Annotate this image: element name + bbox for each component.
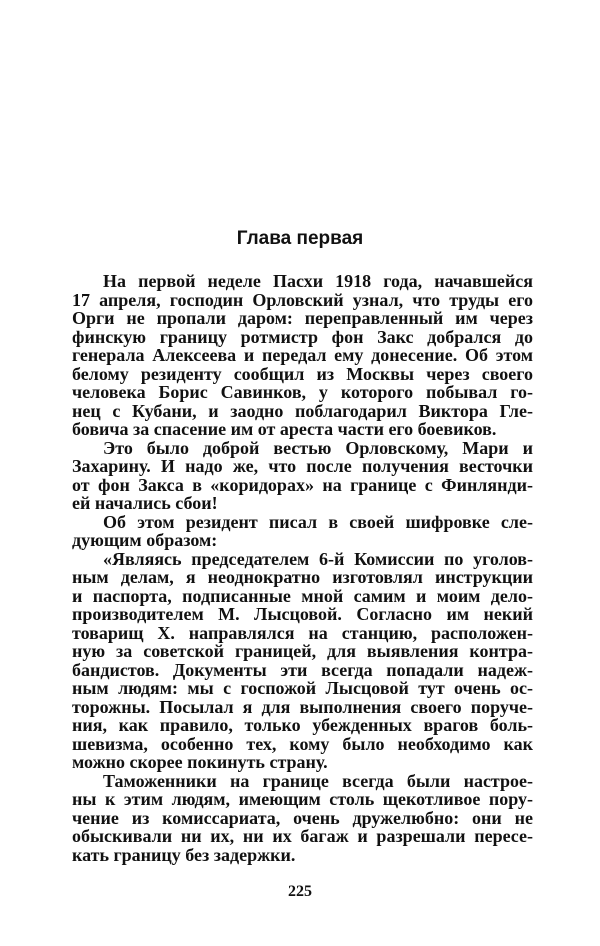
text-line: ны к этим людям, имеющим столь щекотливое пору- (72, 789, 533, 809)
text-line: Таможенники на границе всегда были настрое- (103, 770, 533, 791)
paragraph (72, 772, 533, 865)
text-line: шевизма, особенно тех, кому было необходимо как (72, 733, 533, 754)
text-line: и паспорта, подписанные мной самим и моим дело- (72, 585, 533, 606)
paragraph (72, 513, 533, 550)
text-line: ей начались сбои! (72, 493, 218, 513)
text-line: ным делам, я неоднократно изготовлял инструкции (72, 567, 533, 587)
text-line: бовича за спасение им от ареста части его боевиков. (72, 419, 497, 439)
text-line: Об этом резидент писал в своей шифровке сле- (103, 511, 533, 532)
text-line: человека Борис Савинков, у которого побывал го- (72, 382, 533, 402)
text-line: «Являясь председателем 6-й Комиссии по уголов- (103, 548, 533, 569)
text-line: обыскивали ни их, ни их багаж и разрешали пересе- (72, 826, 533, 846)
text-line: торожны. Посылал я для выполнения своего поруче- (72, 696, 533, 717)
text-line: кать границу без задержки. (72, 844, 296, 865)
text-line: финскую границу ротмистр фон Закс добрался до (72, 326, 533, 347)
text-line: генерала Алексеева и передал ему донесение. Об этом (72, 345, 533, 365)
text-line: товарищ Х. направлялся на станцию, расположен- (72, 622, 533, 643)
text-line: производителем М. Лысцовой. Согласно им некий (72, 604, 533, 624)
paragraph (72, 439, 533, 513)
paragraph (72, 550, 533, 772)
paragraph (72, 272, 533, 439)
body-text (72, 272, 533, 864)
text-line: чение из комиссариата, очень дружелюбно: они не (72, 807, 533, 828)
page-number: 225 (288, 883, 312, 900)
text-line: ния, как правило, только убежденных врагов боль- (72, 715, 533, 735)
text-line: дующим образом: (72, 530, 218, 550)
text-line: нец с Кубани, и заодно поблагодарил Виктора Гле- (72, 400, 533, 421)
text-line: белому резиденту сообщил из Москвы через своего (72, 363, 533, 384)
text-line: ную за советской границей, для выявления контра- (72, 641, 533, 661)
text-line: На первой неделе Пасхи 1918 года, начавшейся (103, 271, 533, 291)
text-line: от фон Закса в «коридорах» на границе с Финлянди- (72, 474, 533, 495)
text-line: бандистов. Документы эти всегда попадали надеж- (72, 659, 533, 680)
text-line: ным людям: мы с госпожой Лысцовой тут очень ос- (72, 678, 533, 698)
chapter-title: Глава первая (236, 228, 364, 249)
text-line: Захарину. И надо же, что после получения весточки (72, 456, 533, 476)
text-line: Орги не пропали даром: переправленный им через (72, 308, 533, 328)
text-line: Это было доброй вестью Орловскому, Мари и (103, 437, 533, 458)
text-line: 17 апреля, господин Орловский узнал, что труды его (72, 289, 533, 310)
text-line: можно скорее покинуть страну. (72, 752, 328, 772)
